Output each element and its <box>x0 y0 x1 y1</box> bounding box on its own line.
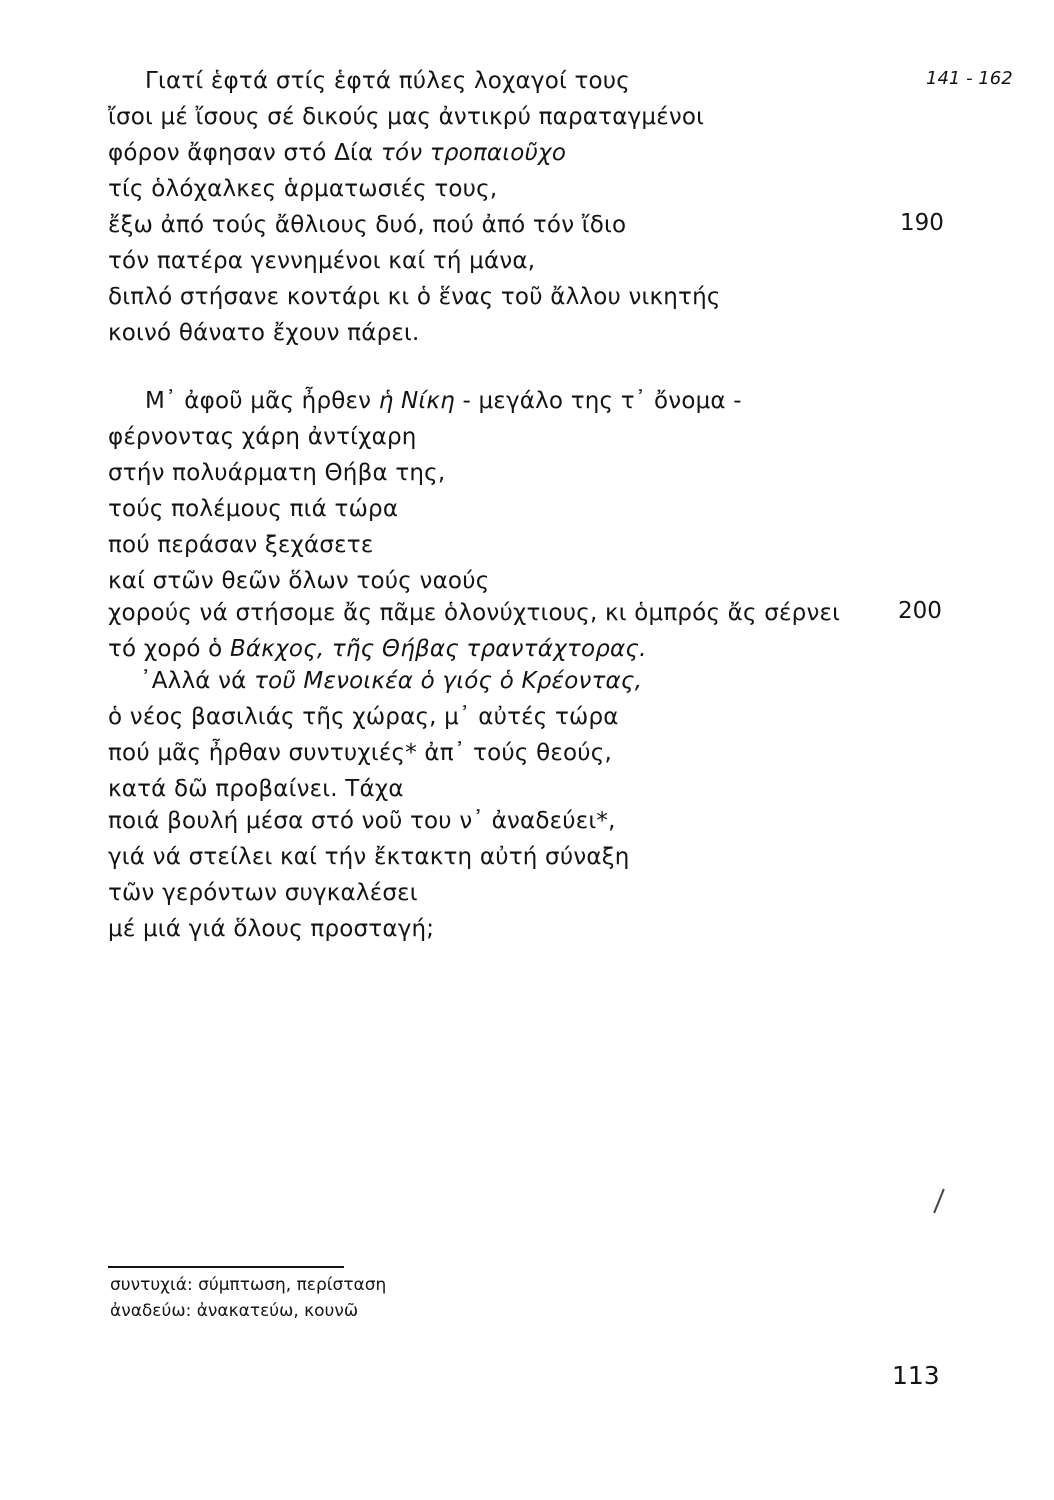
verse-line: ποιά βουλή μέσα στό νοῦ του ν᾽ ἀναδεύει*, <box>108 808 616 834</box>
verse-line: τούς πολέμους πιά τώρα <box>108 496 399 522</box>
verse-line <box>108 282 721 312</box>
verse-line: μέ μιά γιά ὅλους προσταγή; <box>108 916 435 942</box>
verse-line <box>108 174 497 204</box>
verse-text: φόρον ἄφησαν στό Δία <box>108 140 381 166</box>
verse-line <box>108 138 566 168</box>
line-number: 200 <box>898 598 942 624</box>
verse-line: κατά δῶ προβαίνει. Τάχα <box>108 776 404 802</box>
verse-line: γιά νά στείλει καί τήν ἔκτακτη αὐτή σύναξη <box>108 844 630 870</box>
footnote: συντυχιά: σύμπτωση, περίσταση <box>110 1275 387 1295</box>
page-number: 113 <box>892 1361 940 1390</box>
verse-text: ἴσοι μέ ἴσους σέ δικούς μας ἀντικρύ παραταγμένοι <box>108 104 705 130</box>
verse-text-italic: Βάκχος, τῆς Θήβας τραντάχτορας. <box>229 636 647 662</box>
verse-text: Γιατί ἑφτά στίς ἑφτά πύλες λοχαγοί τους <box>145 68 631 94</box>
verse-line: στήν πολυάρματη Θήβα της, <box>108 460 446 486</box>
verse-line <box>108 102 704 132</box>
footnote-rule <box>108 1266 344 1268</box>
verse-line: καί στῶν θεῶν ὅλων τούς ναούς <box>108 568 490 594</box>
verse-line <box>108 246 535 276</box>
verse-line: πού περάσαν ξεχάσετε <box>108 532 374 558</box>
verse-line <box>145 66 630 96</box>
verse-text-italic: τοῦ Μενοικέα ὁ γιός ὁ Κρέοντας, <box>254 668 643 694</box>
verse-line <box>108 210 626 240</box>
verse-text: τό χορό ὁ <box>108 636 230 662</box>
verse-text: Μ᾽ ἀφοῦ μᾶς ἦρθεν <box>145 388 379 414</box>
verse-line: τῶν γερόντων συγκαλέσει <box>108 880 418 906</box>
line-range-header: 141 - 162 <box>926 68 1013 89</box>
verse-line: πού μᾶς ἦρθαν συντυχιές* ἀπ᾽ τούς θεούς, <box>108 740 612 766</box>
verse-line: φέρνοντας χάρη ἀντίχαρη <box>108 424 417 450</box>
footnote: ἀναδεύω: ἀνακατεύω, κουνῶ <box>110 1301 359 1321</box>
pen-mark <box>933 1189 945 1214</box>
verse-text: τίς ὁλόχαλκες ἁρματωσιές τους, <box>108 176 498 202</box>
verse-line <box>145 386 742 416</box>
line-number: 190 <box>900 210 944 236</box>
verse-line <box>140 666 642 696</box>
verse-line <box>108 318 420 348</box>
verse-text: ἔξω ἀπό τούς ἄθλιους δυό, πού ἀπό τόν ἴδιο <box>108 212 627 238</box>
verse-text: - μεγάλο της τ᾽ ὄνομα - <box>454 388 742 414</box>
verse-line: ὁ νέος βασιλιάς τῆς χώρας, μ᾽ αὐτές τώρα <box>108 704 619 730</box>
verse-text-italic: τόν τροπαιοῦχο <box>380 140 567 166</box>
verse-line <box>108 634 647 664</box>
verse-text: κοινό θάνατο ἔχουν πάρει. <box>108 320 420 346</box>
verse-text: διπλό στήσανε κοντάρι κι ὁ ἕνας τοῦ ἄλλου νικητής <box>108 284 721 310</box>
verse-text: ᾽Αλλά νά <box>140 668 255 694</box>
verse-line: χορούς νά στήσομε ἄς πᾶμε ὁλονύχτιους, κι ὁμπρός ἄς σέρνει <box>108 600 841 626</box>
verse-text: τόν πατέρα γεννημένοι καί τή μάνα, <box>108 248 536 274</box>
verse-text-italic: ἡ Νίκη <box>378 388 455 414</box>
